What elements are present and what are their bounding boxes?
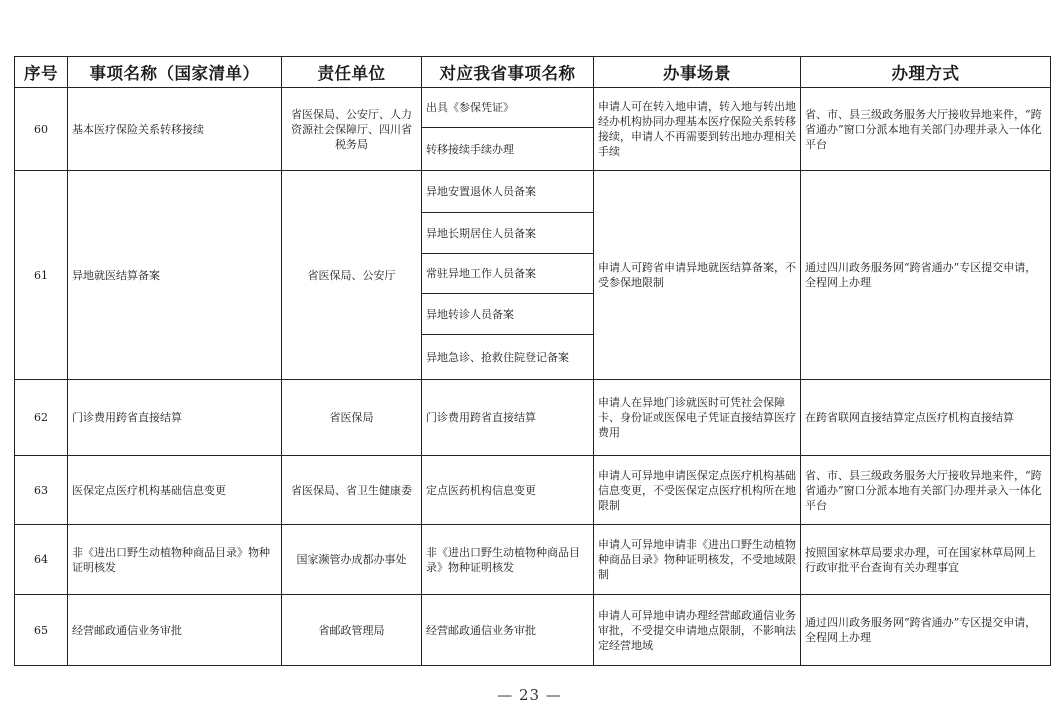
row-index: 60 <box>15 88 68 171</box>
row-provincial-item: 异地长期居住人员备案 <box>422 213 594 254</box>
row-method: 通过四川政务服务网“跨省通办”专区提交申请，全程网上办理 <box>801 171 1051 380</box>
row-scenario: 申请人可异地申请非《进出口野生动植物种商品目录》物种证明核发，不受地域限制 <box>594 525 801 595</box>
row-provincial-item: 经营邮政通信业务审批 <box>422 595 594 666</box>
row-item-name: 医保定点医疗机构基础信息变更 <box>68 456 282 525</box>
row-index: 61 <box>15 171 68 380</box>
row-index: 62 <box>15 380 68 456</box>
row-provincial-item: 常驻异地工作人员备案 <box>422 254 594 294</box>
row-index: 64 <box>15 525 68 595</box>
row-provincial-item: 定点医药机构信息变更 <box>422 456 594 525</box>
row-provincial-item: 非《进出口野生动植物种商品目录》物种证明核发 <box>422 525 594 595</box>
header-index: 序号 <box>15 57 68 88</box>
table-row <box>15 171 1051 213</box>
row-method: 省、市、县三级政务服务大厅接收异地来件，“跨省通办”窗口分派本地有关部门办理并录入一体化平台 <box>801 456 1051 525</box>
row-method: 省、市、县三级政务服务大厅接收异地来件，“跨省通办”窗口分派本地有关部门办理并录入一体化平台 <box>801 88 1051 171</box>
row-item-name: 经营邮政通信业务审批 <box>68 595 282 666</box>
row-provincial-item: 异地安置退休人员备案 <box>422 171 594 213</box>
page-number: — 23 — <box>497 686 562 704</box>
row-unit: 国家濒管办成都办事处 <box>282 525 422 595</box>
row-unit: 省医保局、省卫生健康委 <box>282 456 422 525</box>
row-method: 按照国家林草局要求办理，可在国家林草局网上行政审批平台查询有关办理事宜 <box>801 525 1051 595</box>
table-row <box>15 525 1051 595</box>
row-scenario: 申请人可在转入地申请，转入地与转出地经办机构协同办理基本医疗保险关系转移接续，申请人不再需要到转出地办理相关手续 <box>594 88 801 171</box>
row-provincial-item: 异地急诊、抢救住院登记备案 <box>422 335 594 380</box>
row-scenario: 申请人可跨省申请异地就医结算备案，不受参保地限制 <box>594 171 801 380</box>
row-unit: 省医保局、公安厅、人力资源社会保障厅、四川省税务局 <box>282 88 422 171</box>
row-provincial-item: 出具《参保凭证》 <box>422 88 594 128</box>
row-item-name: 基本医疗保险关系转移接续 <box>68 88 282 171</box>
row-scenario: 申请人可异地申请医保定点医疗机构基础信息变更，不受医保定点医疗机构所在地限制 <box>594 456 801 525</box>
row-item-name: 非《进出口野生动植物种商品目录》物种证明核发 <box>68 525 282 595</box>
row-index: 65 <box>15 595 68 666</box>
row-item-name: 异地就医结算备案 <box>68 171 282 380</box>
row-index: 63 <box>15 456 68 525</box>
row-item-name: 门诊费用跨省直接结算 <box>68 380 282 456</box>
row-scenario: 申请人可异地申请办理经营邮政通信业务审批，不受提交申请地点限制，不影响法定经营地域 <box>594 595 801 666</box>
row-method: 通过四川政务服务网“跨省通办”专区提交申请，全程网上办理 <box>801 595 1051 666</box>
row-provincial-item: 转移接续手续办理 <box>422 128 594 171</box>
row-provincial-item: 门诊费用跨省直接结算 <box>422 380 594 456</box>
table-row <box>15 456 1051 525</box>
header-item-name: 事项名称（国家清单） <box>68 57 282 88</box>
table-row <box>15 88 1051 128</box>
header-responsible-unit: 责任单位 <box>282 57 422 88</box>
row-unit: 省医保局、公安厅 <box>282 171 422 380</box>
row-scenario: 申请人在异地门诊就医时可凭社会保障卡、身份证或医保电子凭证直接结算医疗费用 <box>594 380 801 456</box>
row-provincial-item: 异地转诊人员备案 <box>422 294 594 335</box>
table-row <box>15 595 1051 666</box>
header-method: 办理方式 <box>801 57 1051 88</box>
header-provincial-item: 对应我省事项名称 <box>422 57 594 88</box>
row-unit: 省医保局 <box>282 380 422 456</box>
row-method: 在跨省联网直接结算定点医疗机构直接结算 <box>801 380 1051 456</box>
table-row <box>15 380 1051 456</box>
table-header-row <box>15 57 1051 88</box>
service-items-table <box>14 56 1051 666</box>
row-unit: 省邮政管理局 <box>282 595 422 666</box>
header-scenario: 办事场景 <box>594 57 801 88</box>
